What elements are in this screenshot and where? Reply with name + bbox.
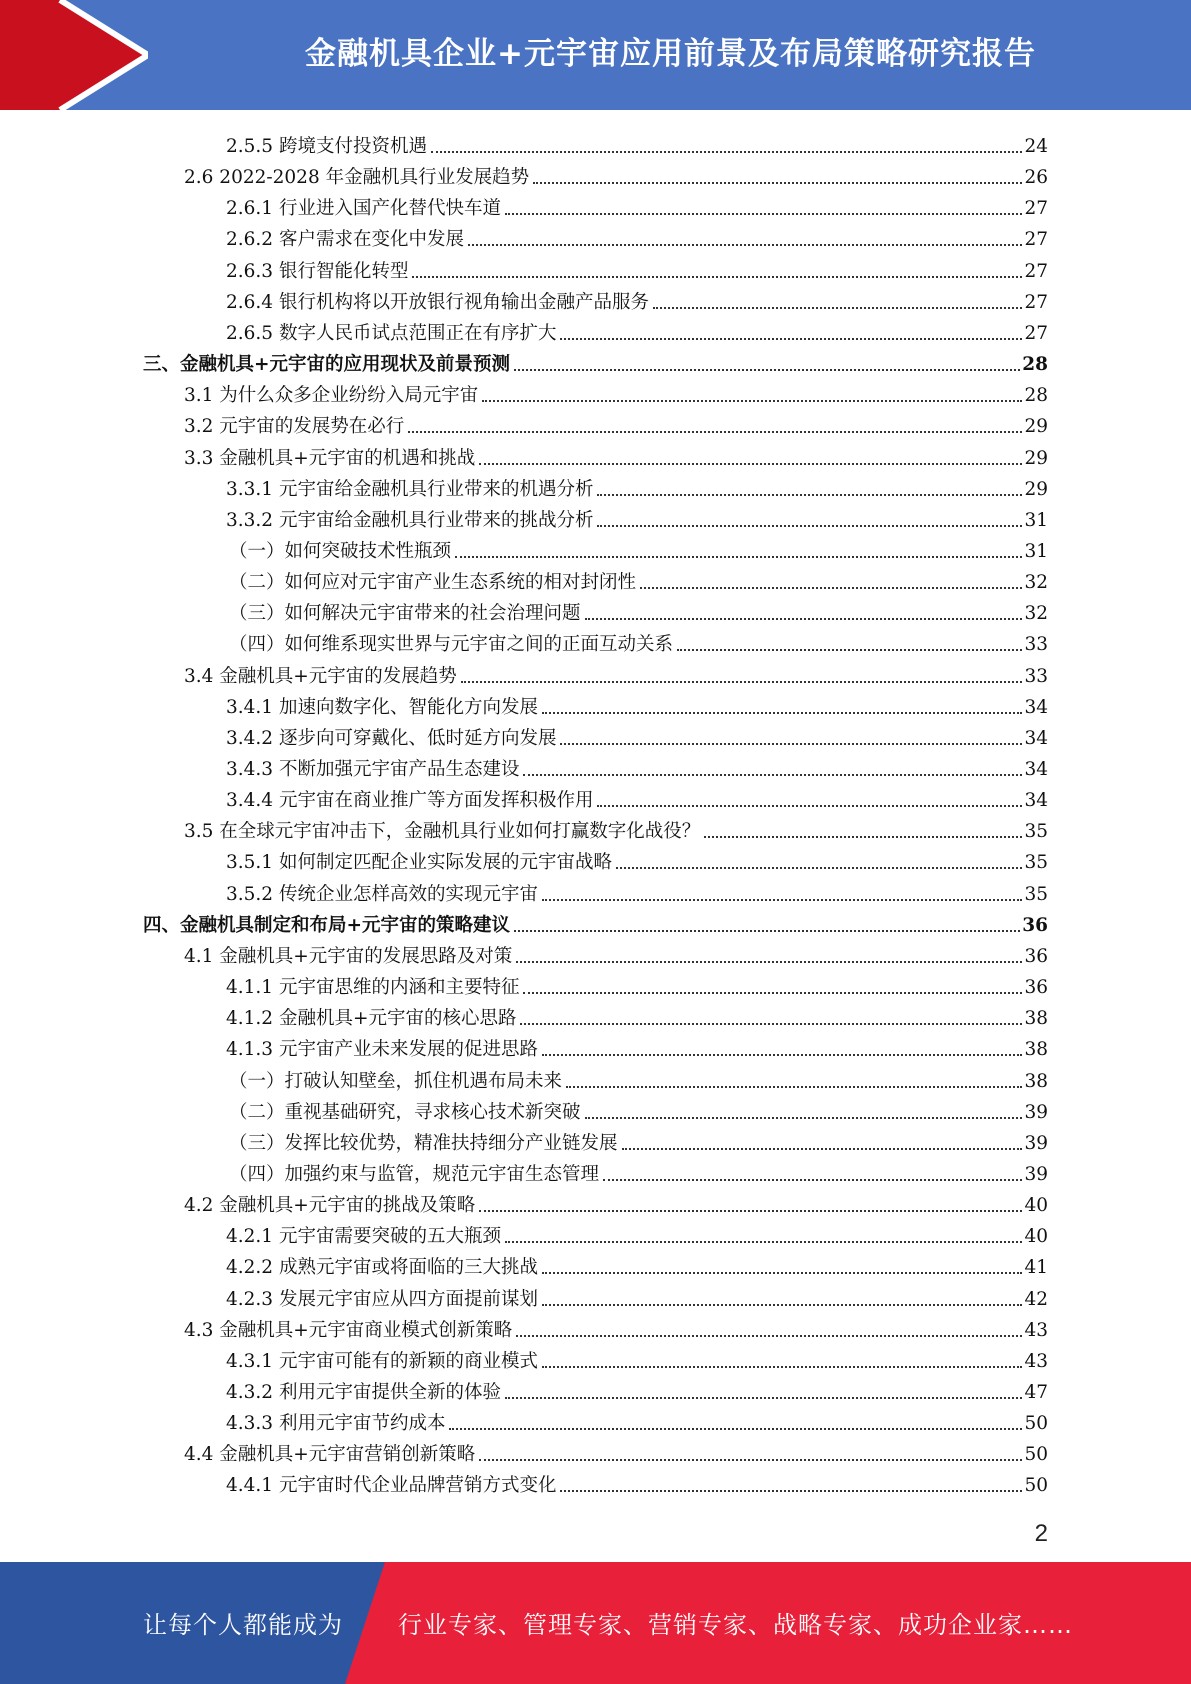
toc-dot-leader — [461, 680, 1023, 683]
toc-dot-leader — [505, 1240, 1022, 1243]
toc-dot-leader — [449, 1427, 1022, 1430]
toc-entry-page: 28 — [1022, 354, 1048, 376]
toc-entry-label: （一）如何突破技术性瓶颈 — [229, 540, 452, 562]
toc-entry[interactable] — [143, 346, 1048, 377]
toc-entry-label: （四）加强约束与监管，规范元宇宙生态管理 — [229, 1163, 600, 1185]
toc-entry[interactable] — [226, 128, 1048, 159]
toc-entry-label: 2.5.5 跨境支付投资机遇 — [226, 136, 427, 157]
toc-dot-leader — [479, 1458, 1022, 1461]
toc-entry-page: 33 — [1024, 634, 1048, 656]
toc-entry-label: 4.4 金融机具+元宇宙营销创新策略 — [184, 1444, 476, 1466]
toc-entry-page: 31 — [1024, 540, 1048, 562]
toc-dot-leader — [514, 368, 1020, 371]
toc-entry-page: 27 — [1024, 322, 1048, 344]
toc-entry-page: 39 — [1024, 1163, 1048, 1185]
toc-dot-leader — [616, 866, 1022, 869]
toc-dot-leader — [597, 524, 1022, 527]
toc-entry[interactable] — [226, 876, 1048, 907]
toc-entry[interactable] — [229, 1156, 1048, 1187]
toc-entry-page: 47 — [1024, 1382, 1048, 1403]
toc-entry-label: 3.3.1 元宇宙给金融机具行业带来的机遇分析 — [226, 478, 594, 500]
header-arrow-decoration — [0, 0, 148, 110]
toc-entry[interactable] — [226, 720, 1048, 751]
toc-entry[interactable] — [226, 253, 1048, 284]
toc-entry-page: 39 — [1024, 1132, 1048, 1154]
toc-entry-label: 3.4.4 元宇宙在商业推广等方面发挥积极作用 — [226, 790, 594, 812]
toc-dot-leader — [505, 212, 1022, 215]
toc-entry-page: 36 — [1022, 914, 1048, 936]
toc-entry-page: 34 — [1024, 696, 1048, 718]
toc-dot-leader — [431, 150, 1022, 153]
toc-entry-label: 4.1.3 元宇宙产业未来发展的促进思路 — [226, 1039, 538, 1061]
toc-dot-leader — [566, 1085, 1022, 1088]
toc-entry-page: 27 — [1024, 229, 1048, 251]
toc-entry[interactable] — [184, 1312, 1048, 1343]
toc-entry[interactable] — [184, 658, 1048, 689]
toc-dot-leader — [468, 243, 1022, 246]
toc-dot-leader — [479, 1209, 1022, 1212]
toc-entry[interactable] — [184, 440, 1048, 471]
toc-entry-page: 29 — [1024, 447, 1048, 469]
toc-entry-page: 29 — [1024, 478, 1048, 500]
toc-entry[interactable] — [226, 1374, 1048, 1405]
toc-entry-page: 40 — [1024, 1226, 1048, 1248]
toc-entry-label: 2.6.4 银行机构将以开放银行视角输出金融产品服务 — [226, 291, 649, 313]
toc-entry[interactable] — [226, 1031, 1048, 1062]
toc-entry-page: 34 — [1024, 727, 1048, 749]
toc-entry[interactable] — [226, 284, 1048, 315]
toc-entry-label: 4.4.1 元宇宙时代企业品牌营销方式变化 — [226, 1475, 557, 1497]
toc-entry[interactable] — [226, 1405, 1048, 1436]
toc-entry-page: 33 — [1024, 665, 1048, 687]
page-number: 2 — [1034, 1520, 1048, 1547]
toc-dot-leader — [542, 711, 1022, 714]
page-footer — [0, 1562, 1191, 1684]
toc-entry[interactable] — [226, 689, 1048, 720]
toc-entry[interactable] — [184, 377, 1048, 408]
toc-dot-leader — [520, 1022, 1022, 1025]
toc-dot-leader — [412, 275, 1022, 278]
toc-dot-leader — [408, 430, 1022, 433]
toc-entry[interactable] — [226, 751, 1048, 782]
toc-entry-label: 3.4 金融机具+元宇宙的发展趋势 — [184, 665, 457, 687]
toc-dot-leader — [560, 742, 1022, 745]
toc-entry[interactable] — [184, 408, 1048, 439]
toc-dot-leader — [523, 773, 1022, 776]
toc-dot-leader — [482, 399, 1022, 402]
toc-dot-leader — [455, 555, 1022, 558]
toc-entry-label: 3.3 金融机具+元宇宙的机遇和挑战 — [184, 447, 476, 469]
toc-dot-leader — [704, 835, 1022, 838]
toc-dot-leader — [533, 181, 1022, 184]
toc-entry-label: 3.5.1 如何制定匹配企业实际发展的元宇宙战略 — [226, 852, 612, 874]
toc-entry-page: 50 — [1024, 1413, 1048, 1435]
toc-entry-label: 4.3 金融机具+元宇宙商业模式创新策略 — [184, 1319, 513, 1341]
toc-entry-page: 38 — [1024, 1039, 1048, 1061]
toc-entry-page: 36 — [1024, 945, 1048, 967]
toc-dot-leader — [514, 929, 1020, 932]
toc-entry[interactable] — [226, 1281, 1048, 1312]
toc-entry-label: （三）如何解决元宇宙带来的社会治理问题 — [229, 603, 581, 625]
toc-entry[interactable] — [229, 1125, 1048, 1156]
toc-dot-leader — [603, 1178, 1022, 1181]
toc-entry[interactable] — [184, 159, 1048, 190]
toc-entry-page: 24 — [1024, 136, 1048, 157]
toc-dot-leader — [560, 337, 1022, 340]
toc-entry-page: 31 — [1024, 509, 1048, 531]
toc-dot-leader — [560, 1489, 1022, 1492]
toc-entry-page: 32 — [1024, 572, 1048, 594]
toc-entry-label: 4.1.1 元宇宙思维的内涵和主要特征 — [226, 977, 520, 999]
toc-entry[interactable] — [184, 1187, 1048, 1218]
toc-entry-page: 29 — [1024, 416, 1048, 438]
toc-entry-page: 35 — [1024, 821, 1048, 843]
toc-entry-label: 四、金融机具制定和布局+元宇宙的策略建议 — [143, 914, 511, 936]
toc-entry-label: 4.2.3 发展元宇宙应从四方面提前谋划 — [226, 1288, 538, 1310]
toc-dot-leader — [542, 898, 1022, 901]
toc-entry-label: 4.2 金融机具+元宇宙的挑战及策略 — [184, 1195, 476, 1217]
toc-entry-label: 2.6.3 银行智能化转型 — [226, 260, 409, 282]
toc-entry-page: 39 — [1024, 1101, 1048, 1123]
toc-entry[interactable] — [226, 221, 1048, 252]
toc-dot-leader — [640, 586, 1022, 589]
toc-entry[interactable] — [226, 1000, 1048, 1031]
toc-entry[interactable] — [226, 1343, 1048, 1374]
toc-dot-leader — [479, 462, 1022, 465]
toc-entry-label: 4.3.2 利用元宇宙提供全新的体验 — [226, 1382, 501, 1403]
toc-entry-page: 28 — [1024, 385, 1048, 407]
toc-entry-label: 2.6.2 客户需求在变化中发展 — [226, 229, 464, 251]
toc-entry-page: 27 — [1024, 291, 1048, 313]
toc-entry-label: 3.5.2 传统企业怎样高效的实现元宇宙 — [226, 883, 538, 905]
toc-entry-label: 4.1.2 金融机具+元宇宙的核心思路 — [226, 1008, 517, 1030]
toc-dot-leader — [622, 1147, 1023, 1150]
toc-entry-label: （三）发挥比较优势，精准扶持细分产业链发展 — [229, 1132, 618, 1154]
toc-entry-label: 4.3.1 元宇宙可能有的新颖的商业模式 — [226, 1350, 538, 1372]
toc-entry-label: 4.3.3 利用元宇宙节约成本 — [226, 1413, 446, 1435]
toc-dot-leader — [542, 1303, 1022, 1306]
toc-entry-label: 3.4.1 加速向数字化、智能化方向发展 — [226, 696, 538, 718]
toc-entry-label: 3.5 在全球元宇宙冲击下，金融机具行业如何打赢数字化战役？ — [184, 821, 701, 843]
toc-dot-leader — [542, 1365, 1022, 1368]
toc-entry-page: 27 — [1024, 198, 1048, 220]
toc-entry[interactable] — [226, 471, 1048, 502]
toc-dot-leader — [585, 617, 1023, 620]
toc-entry[interactable] — [229, 564, 1048, 595]
toc-entry-page: 36 — [1024, 977, 1048, 999]
toc-dot-leader — [585, 1116, 1023, 1119]
toc-dot-leader — [542, 1271, 1022, 1274]
toc-entry-page: 26 — [1024, 167, 1048, 189]
toc-entry[interactable] — [229, 595, 1048, 626]
toc-dot-leader — [516, 1334, 1022, 1337]
toc-entry[interactable] — [226, 1249, 1048, 1280]
toc-entry-page: 35 — [1024, 852, 1048, 874]
toc-entry-page: 40 — [1024, 1195, 1048, 1217]
toc-entry-label: 3.3.2 元宇宙给金融机具行业带来的挑战分析 — [226, 509, 594, 531]
toc-entry-page: 42 — [1024, 1288, 1048, 1310]
toc-entry-label: 3.2 元宇宙的发展势在必行 — [184, 416, 405, 438]
toc-entry-label: 3.1 为什么众多企业纷纷入局元宇宙 — [184, 385, 479, 407]
toc-entry[interactable] — [226, 502, 1048, 533]
toc-dot-leader — [597, 804, 1022, 807]
toc-entry[interactable] — [226, 315, 1048, 346]
toc-entry[interactable] — [226, 1218, 1048, 1249]
toc-entry-page: 38 — [1024, 1008, 1048, 1030]
toc-entry-page: 27 — [1024, 260, 1048, 282]
toc-entry[interactable] — [226, 782, 1048, 813]
toc-entry-label: 2.6 2022-2028 年金融机具行业发展趋势 — [184, 167, 530, 189]
toc-entry-page: 34 — [1024, 790, 1048, 812]
toc-entry-label: 4.2.2 成熟元宇宙或将面临的三大挑战 — [226, 1257, 538, 1279]
footer-slogan-right: 行业专家、管理专家、营销专家、战略专家、成功企业家…… — [398, 1611, 1073, 1639]
toc-entry-label: （二）重视基础研究，寻求核心技术新突破 — [229, 1101, 581, 1123]
toc-entry[interactable] — [226, 969, 1048, 1000]
toc-entry-label: （四）如何维系现实世界与元宇宙之间的正面互动关系 — [229, 634, 674, 656]
report-title: 金融机具企业+元宇宙应用前景及布局策略研究报告 — [305, 36, 1036, 72]
toc-entry-page: 43 — [1024, 1319, 1048, 1341]
footer-slogan-left: 让每个人都能成为 — [143, 1611, 343, 1639]
toc-entry-label: 2.6.1 行业进入国产化替代快车道 — [226, 198, 501, 220]
page-header — [0, 0, 1191, 110]
toc-entry[interactable] — [229, 533, 1048, 564]
toc-entry[interactable] — [143, 907, 1048, 938]
toc-entry-page: 34 — [1024, 759, 1048, 780]
toc-entry-page: 41 — [1024, 1257, 1048, 1279]
toc-entry-label: 2.6.5 数字人民币试点范围正在有序扩大 — [226, 322, 557, 344]
toc-entry[interactable] — [184, 813, 1048, 844]
toc-entry[interactable] — [226, 1467, 1048, 1498]
toc-entry[interactable] — [226, 844, 1048, 875]
toc-dot-leader — [677, 648, 1022, 651]
toc-entry[interactable] — [184, 938, 1048, 969]
toc-entry-page: 38 — [1024, 1070, 1048, 1092]
toc-entry-label: （二）如何应对元宇宙产业生态系统的相对封闭性 — [229, 572, 637, 594]
toc-dot-leader — [597, 493, 1022, 496]
toc-dot-leader — [542, 1053, 1022, 1056]
toc-entry-page: 50 — [1024, 1475, 1048, 1497]
toc-entry-label: 三、金融机具+元宇宙的应用现状及前景预测 — [143, 354, 511, 376]
toc-dot-leader — [505, 1396, 1022, 1399]
toc-entry-page: 43 — [1024, 1350, 1048, 1372]
toc-dot-leader — [516, 960, 1022, 963]
toc-entry-label: 3.4.2 逐步向可穿戴化、低时延方向发展 — [226, 727, 557, 749]
toc-entry-page: 50 — [1024, 1444, 1048, 1466]
toc-entry[interactable] — [226, 190, 1048, 221]
toc-entry[interactable] — [229, 1063, 1048, 1094]
toc-entry-label: 4.2.1 元宇宙需要突破的五大瓶颈 — [226, 1226, 501, 1248]
toc-entry-page: 35 — [1024, 883, 1048, 905]
toc-entry[interactable] — [229, 626, 1048, 657]
toc-entry-label: 4.1 金融机具+元宇宙的发展思路及对策 — [184, 945, 513, 967]
toc-entry-label: （一）打破认知壁垒，抓住机遇布局未来 — [229, 1070, 563, 1092]
toc-entry-page: 32 — [1024, 603, 1048, 625]
toc-dot-leader — [653, 306, 1022, 309]
toc-entry[interactable] — [184, 1436, 1048, 1467]
toc-dot-leader — [523, 991, 1022, 994]
toc-entry[interactable] — [229, 1094, 1048, 1125]
toc-entry-label: 3.4.3 不断加强元宇宙产品生态建设 — [226, 759, 520, 780]
